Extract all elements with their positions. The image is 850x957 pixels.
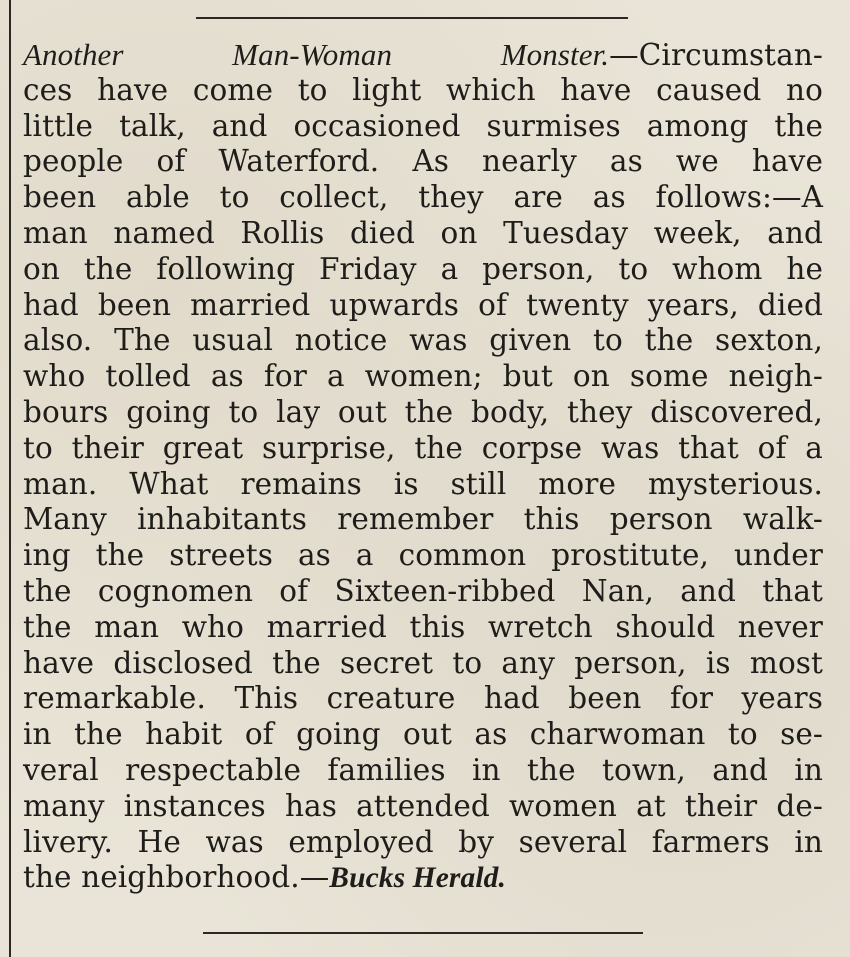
article-line: to their great surprise, the corpse was that of a [23,430,823,465]
article-line: livery. He was employed by several farmers in [23,824,823,859]
article-source: Bucks Herald. [329,862,506,895]
article-line: ces have come to light which have caused no [23,72,823,107]
separator-rule-top [196,17,628,19]
article-line: bours going to lay out the body, they discovered, [23,394,823,429]
article-line: had been married upwards of twenty years, died [23,287,823,322]
article-line: little talk, and occasioned surmises among the [23,108,823,143]
article-line: ing the streets as a common prostitute, under [23,538,823,573]
article-line: also. The usual notice was given to the sexton, [23,323,823,358]
article-line: the man who married this wretch should never [23,609,823,644]
article-text: —Circumstan- [609,38,823,72]
separator-rule-bottom [203,932,643,934]
article-line: who tolled as for a women; but on some neigh- [23,359,823,394]
article-line: many instances has attended women at their de- [23,788,823,823]
article-line: remarkable. This creature had been for years [23,681,823,716]
article-line: in the habit of going out as charwoman to se- [23,717,823,752]
article-line [23,37,823,73]
article-line: people of Waterford. As nearly as we have [23,144,823,179]
article-line: veral respectable families in the town, and in [23,752,823,787]
article-line: have disclosed the secret to any person, is most [23,645,823,680]
article-title: Another Man-Woman Monster. [23,37,610,72]
article-line: the cognomen of Sixteen-ribbed Nan, and that [23,573,823,608]
news-article [23,37,823,896]
article-line: man named Rollis died on Tuesday week, and [23,215,823,250]
article-line: been able to collect, they are as follows:—A [23,180,823,215]
article-line: man. What remains is still more mysterious. [23,466,823,501]
column-rule-left [9,0,11,957]
article-line [23,860,823,896]
article-text: the neighborhood.— [23,860,330,895]
article-line: Many inhabitants remember this person walk- [23,502,823,537]
article-line: on the following Friday a person, to whom he [23,251,823,286]
